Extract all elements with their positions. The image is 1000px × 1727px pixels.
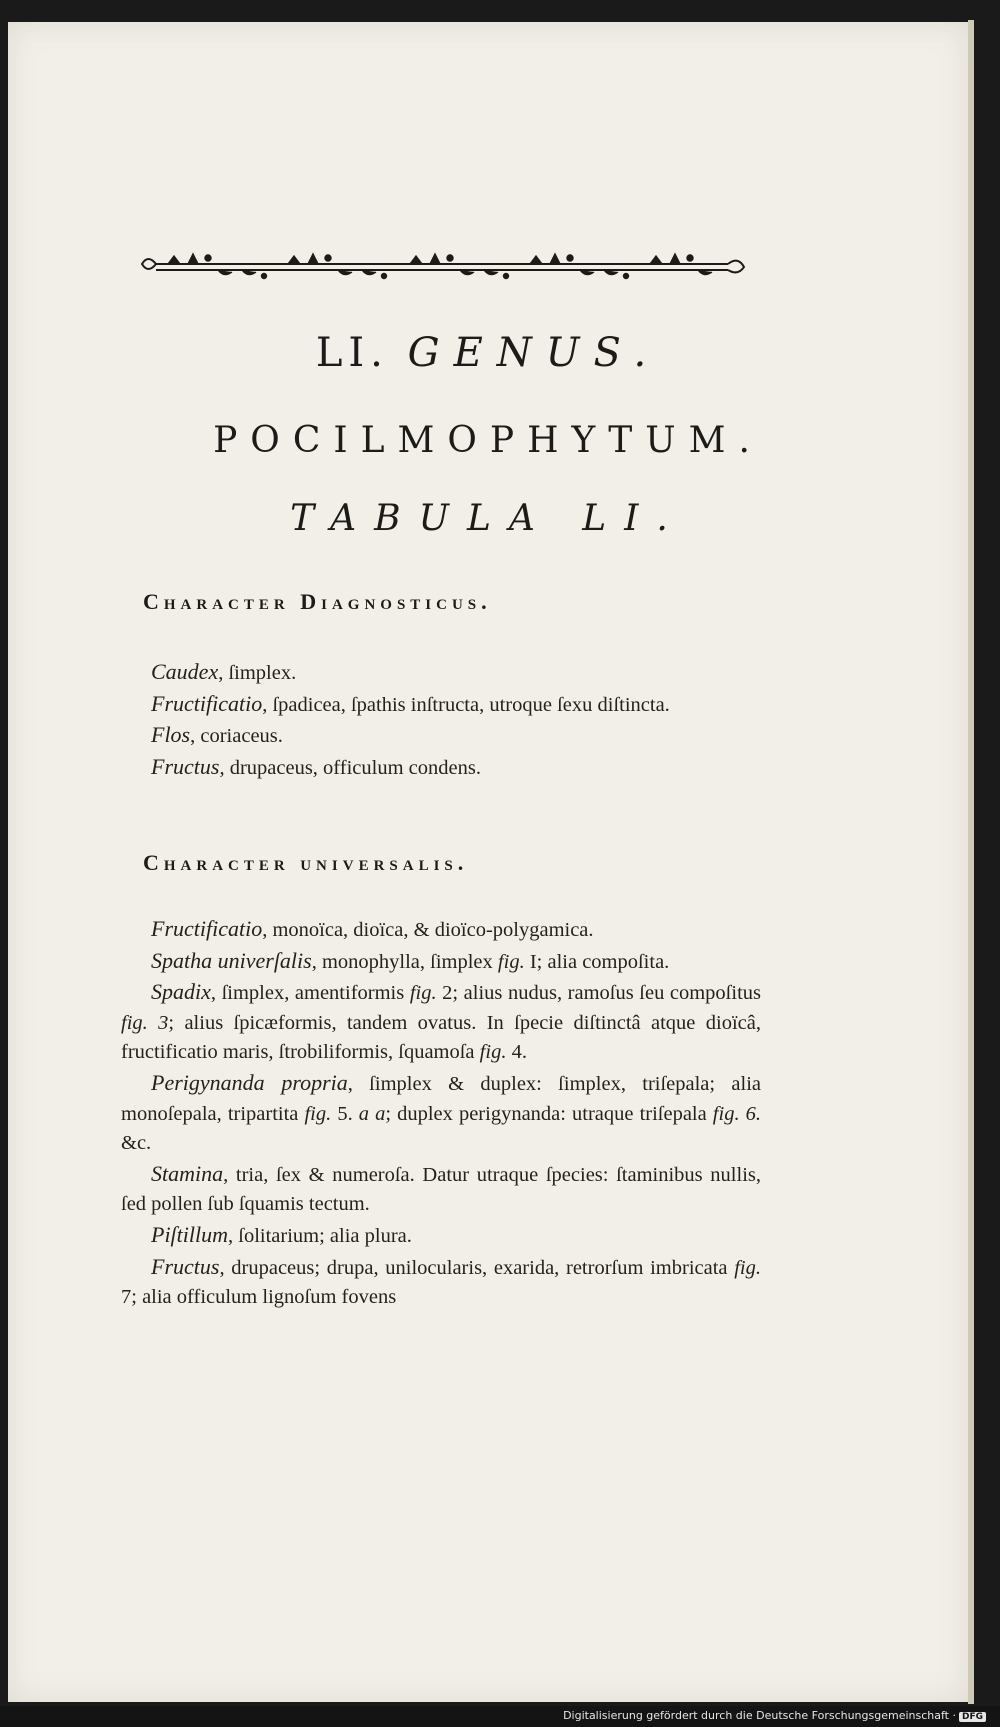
entry-text: , monoïca, dioïca, & dioïco-polygamica. — [262, 919, 594, 941]
digitization-footer — [0, 1706, 1000, 1727]
dfg-logo-icon: DFG — [959, 1712, 986, 1722]
term: Fructificatio — [151, 690, 263, 716]
genus-word: GENUS. — [407, 330, 661, 376]
term: Piſtillum — [151, 1221, 228, 1247]
univ-entry-pistillum — [121, 1220, 761, 1252]
term: Fructus — [151, 753, 220, 779]
diagnosticus-text — [121, 657, 761, 783]
entry-text: 5. — [331, 1102, 359, 1125]
entry-text: , ſpadicea, ſpathis inſtructa, utroque ſexu diſtincta. — [262, 693, 670, 716]
page-edge — [968, 20, 974, 1704]
figure-ref: a a — [358, 1102, 386, 1125]
term: Stamina — [151, 1160, 224, 1186]
entry-text: , drupaceus, officulum condens. — [219, 756, 481, 779]
genus-name: POCILMOPHYTUM. — [213, 420, 763, 461]
entry-text: , ſimplex & duplex: ſimplex, triſepala; alia monoſepala, tripartita — [121, 1072, 761, 1125]
universalis-text — [121, 914, 761, 1313]
term: Fructus — [151, 1253, 220, 1279]
univ-entry-stamina — [121, 1159, 761, 1220]
figure-ref: fig. — [734, 1256, 761, 1279]
heading-character-universalis: Character universalis. — [143, 850, 469, 875]
figure-ref: fig. 6. — [712, 1102, 762, 1125]
entry-text: , ſimplex, amentiformis — [210, 982, 410, 1005]
entry-text: 4. — [506, 1041, 527, 1064]
genus-number: LI. — [315, 330, 389, 376]
ornamental-vine-border — [138, 250, 748, 286]
entry-text: , coriaceus. — [190, 725, 283, 748]
entry-text: , drupaceus; drupa, unilocularis, exarida, retrorſum imbricata — [219, 1256, 735, 1279]
term: Fructificatio — [151, 916, 263, 941]
diag-entry-fructificatio — [121, 689, 761, 721]
entry-text: 2; alius nudus, ramoſus ſeu compoſitus — [436, 982, 761, 1005]
heading-character-diagnosticus: Character Diagnosticus. — [143, 589, 492, 614]
figure-ref: fig. — [479, 1041, 507, 1064]
entry-text: , tria, ſex & numeroſa. Datur utraque ſpecies: ſtaminibus nullis, ſed pollen ſub ſquamis tectum. — [121, 1163, 761, 1216]
footer-credit — [563, 1709, 986, 1722]
univ-entry-fructificatio — [121, 914, 761, 946]
figure-ref: fig. — [304, 1102, 332, 1125]
diag-entry-fructus — [121, 752, 761, 784]
entry-text: ; alius ſpicæformis, tandem ovatus. In ſpecie diſtinctâ atque dioïcâ, fructificatio maris, ſtrobiliformis, ſquamoſa — [121, 1011, 761, 1064]
univ-entry-spatha — [121, 946, 761, 978]
tabula-label: TABULA LI. — [290, 498, 686, 539]
entry-text: 7; alia officulum lignoſum fovens — [121, 1286, 397, 1309]
entry-text: I; alia compoſita. — [524, 950, 670, 973]
entry-text: , ſimplex. — [218, 662, 297, 684]
entry-text: , ſolitarium; alia plura. — [228, 1224, 412, 1247]
figure-ref: fig. 3 — [121, 1011, 169, 1034]
entry-text: ; duplex perigynanda: utraque triſepala — [385, 1102, 713, 1125]
term: Perigynanda propria — [151, 1069, 348, 1095]
entry-text: , monophylla, ſimplex — [311, 950, 498, 973]
univ-entry-perigynanda — [121, 1068, 761, 1159]
figure-ref: fig. — [409, 982, 437, 1005]
entry-text: &c. — [121, 1132, 152, 1155]
footer-credit-text: Digitalisierung gefördert durch die Deutsche Forschungsgemeinschaft · — [563, 1709, 956, 1722]
term: Spatha univerſalis — [151, 947, 312, 973]
term: Caudex — [151, 659, 219, 684]
figure-ref: fig. — [497, 950, 525, 973]
diag-entry-caudex — [121, 657, 761, 689]
term: Flos — [151, 722, 191, 748]
term: Spadix — [151, 979, 211, 1005]
diag-entry-flos — [121, 720, 761, 752]
genus-title — [8, 330, 968, 376]
univ-entry-fructus — [121, 1252, 761, 1313]
book-page — [8, 22, 968, 1702]
univ-entry-spadix — [121, 977, 761, 1068]
